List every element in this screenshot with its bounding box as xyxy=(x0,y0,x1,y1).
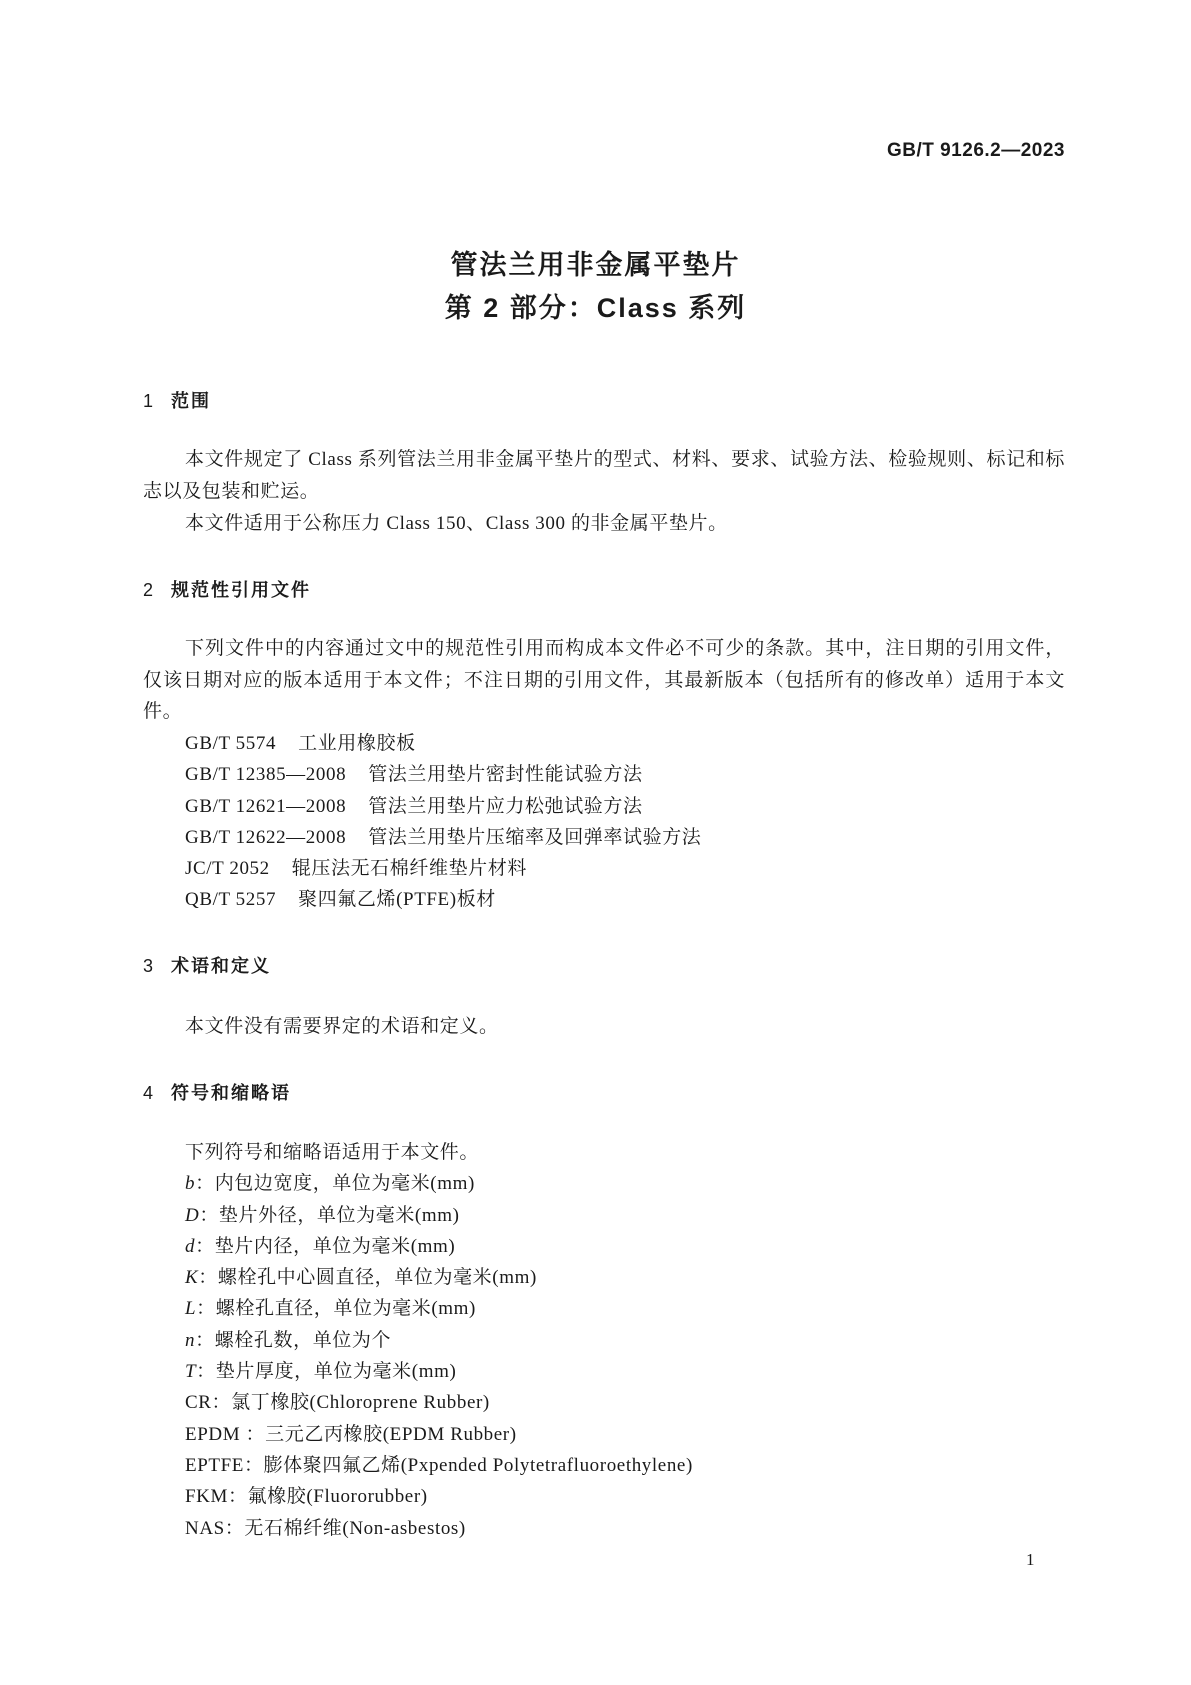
symbol-description: ：螺栓孔数，单位为个 xyxy=(195,1329,392,1351)
symbol: b xyxy=(185,1173,196,1195)
symbol: n xyxy=(185,1329,196,1351)
symbol-description: ：垫片内径，单位为毫米(mm) xyxy=(195,1235,456,1257)
section-heading-3 xyxy=(143,952,271,978)
section-title: 符号和缩略语 xyxy=(171,1083,291,1103)
scope-paragraph-2: 本文件适用于公称压力 Class 150、Class 300 的非金属平垫片。 xyxy=(185,513,728,534)
reference-item xyxy=(185,759,701,790)
reference-code: QB/T 5257 xyxy=(185,889,277,911)
symbol: K xyxy=(185,1267,199,1289)
section-title: 范围 xyxy=(171,391,211,411)
section-number: 3 xyxy=(143,956,156,976)
page-number: 1 xyxy=(1026,1550,1035,1569)
document-number: GB/T 9126.2—2023 xyxy=(886,140,1065,161)
reference-title: 管法兰用垫片应力松弛试验方法 xyxy=(368,795,643,817)
reference-item xyxy=(185,884,701,915)
section-title: 术语和定义 xyxy=(171,956,271,976)
terms-paragraph: 本文件没有需要界定的术语和定义。 xyxy=(185,1016,499,1037)
symbol-item xyxy=(185,1231,693,1262)
reference-code: GB/T 5574 xyxy=(185,733,277,754)
symbol-description: ：螺栓孔中心圆直径，单位为毫米(mm) xyxy=(198,1267,537,1289)
symbol-item xyxy=(185,1262,693,1293)
section-heading-2 xyxy=(143,576,311,602)
section-number: 1 xyxy=(143,391,156,411)
reference-title: 管法兰用垫片密封性能试验方法 xyxy=(368,764,643,786)
title-line-1: 管法兰用非金属平垫片 xyxy=(450,250,741,280)
symbol-description: ：垫片厚度，单位为毫米(mm) xyxy=(196,1361,457,1383)
symbol: D xyxy=(185,1204,200,1226)
abbreviation-item: EPDM ：三元乙丙橡胶(EPDM Rubber) xyxy=(185,1423,517,1445)
reference-item xyxy=(185,728,701,759)
symbol-description: ：内包边宽度，单位为毫米(mm) xyxy=(195,1173,475,1195)
reference-item xyxy=(185,853,701,884)
normative-references-paragraph: 下列文件中的内容通过文中的规范性引用而构成本文件必不可少的条款。其中，注日期的引用文件，仅该日期对应的版本适用于本文件；不注日期的引用文件，其最新版本（包括所有的修改单）适用于本文件。 xyxy=(143,638,1065,722)
abbreviation-item: EPTFE：膨体聚四氟乙烯(Pxpended Polytetrafluoroethylene) xyxy=(185,1454,693,1476)
reference-title: 工业用橡胶板 xyxy=(298,733,416,754)
scope-paragraph-1: 本文件规定了 Class 系列管法兰用非金属平垫片的型式、材料、要求、试验方法、检验规则、标记和标志以及包装和贮运。 xyxy=(143,449,1065,502)
section-number: 2 xyxy=(143,580,156,600)
symbol: L xyxy=(185,1298,197,1320)
symbols-intro: 下列符号和缩略语适用于本文件。 xyxy=(185,1142,480,1163)
symbol: d xyxy=(185,1235,196,1257)
symbol-item xyxy=(185,1168,693,1199)
section-title: 规范性引用文件 xyxy=(171,580,311,600)
symbol-item xyxy=(185,1325,693,1356)
reference-code: GB/T 12621—2008 xyxy=(185,795,347,817)
abbreviation-item: NAS：无石棉纤维(Non-asbestos) xyxy=(185,1517,466,1539)
abbreviation-item: CR：氯丁橡胶(Chloroprene Rubber) xyxy=(185,1392,490,1414)
reference-item xyxy=(185,822,701,853)
section-heading-1 xyxy=(143,387,211,413)
reference-code: JC/T 2052 xyxy=(185,858,270,880)
reference-code: GB/T 12385—2008 xyxy=(185,764,347,786)
reference-code: GB/T 12622—2008 xyxy=(185,826,347,848)
reference-list xyxy=(185,728,701,916)
symbol-description: ：螺栓孔直径，单位为毫米(mm) xyxy=(196,1298,476,1320)
title-line-2: 第 2 部分：Class 系列 xyxy=(444,293,747,323)
symbol-description: ：垫片外径，单位为毫米(mm) xyxy=(199,1204,460,1226)
symbols-list xyxy=(185,1137,693,1544)
reference-title: 辊压法无石棉纤维垫片材料 xyxy=(291,858,527,880)
symbol-item xyxy=(185,1200,693,1231)
reference-title: 聚四氟乙烯(PTFE)板材 xyxy=(298,889,496,911)
symbol-item xyxy=(185,1356,693,1387)
symbol-item xyxy=(185,1293,693,1324)
abbreviation-item: FKM：氟橡胶(Fluororubber) xyxy=(185,1486,428,1508)
reference-item xyxy=(185,791,701,822)
symbol: T xyxy=(185,1361,197,1383)
section-heading-4 xyxy=(143,1079,291,1105)
reference-title: 管法兰用垫片压缩率及回弹率试验方法 xyxy=(368,826,702,848)
section-number: 4 xyxy=(143,1083,156,1103)
